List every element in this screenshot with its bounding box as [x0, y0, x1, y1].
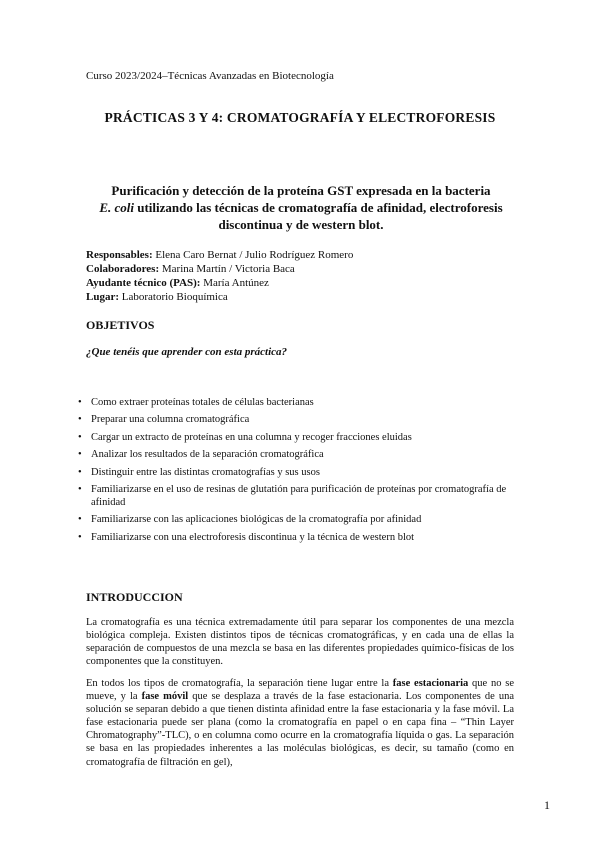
- p2-text-b: que no se mueve, y la: [86, 678, 514, 703]
- staff-info: [86, 248, 353, 304]
- subtitle-line2: utilizando las técnicas de cromatografía de afinidad, electroforesis discontinua y de western blot.: [134, 200, 503, 232]
- objetivos-question: ¿Que tenéis que aprender con esta práctica?: [86, 346, 288, 358]
- objectives-list: [78, 396, 518, 548]
- subtitle-line1: Purificación y detección de la proteína GST expresada en la bacteria: [111, 183, 491, 198]
- p2-bold-fase-movil: fase móvil: [141, 691, 189, 703]
- practice-subtitle: [86, 182, 516, 233]
- colaboradores-row: [86, 262, 353, 276]
- responsables-row: [86, 248, 353, 262]
- objective-item: • Cargar un extracto de proteínas en una columna y recoger fracciones eluidas: [78, 431, 518, 444]
- p2-bold-fase-estacionaria: fase estacionaria: [392, 678, 469, 689]
- page-number: 1: [544, 798, 550, 812]
- document-title: PRÁCTICAS 3 Y 4: CROMATOGRAFÍA Y ELECTROFORESIS: [104, 110, 496, 125]
- objective-item: • Distinguir entre las distintas cromatografías y sus usos: [78, 466, 518, 479]
- intro-paragraph-2: [86, 677, 514, 769]
- objective-item: • Como extraer proteínas totales de células bacterianas: [78, 396, 518, 409]
- lugar-label: Lugar:: [86, 291, 119, 303]
- objective-item: • Familiarizarse con las aplicaciones biológicas de la cromatografía por afinidad: [78, 513, 518, 526]
- p2-text-c: que se desplaza a través de la fase estacionaria. Los componentes de una solución se separan debido a que tienen distinta afinidad entre la fase estacionaria y la fase móvil. La fase estacionaria puede ser plana (como la cromatografía en papel o en capa fina – “Thin Layer Chromatography”-TLC), o en columna como ocurre en la cromatografía líquida o gas. La separación se basa en las propiedades inherentes a las moléculas biológicas, es decir, su tamaño (como en cromatografía de filtración en gel),: [86, 691, 514, 768]
- ayudante-value: María Antúnez: [203, 277, 269, 289]
- ayudante-label: Ayudante técnico (PAS):: [86, 277, 201, 289]
- objective-item: • Preparar una columna cromatográfica: [78, 413, 518, 426]
- introduccion-heading: INTRODUCCION: [86, 590, 183, 604]
- colaboradores-value: Marina Martín / Victoria Baca: [161, 263, 295, 275]
- p2-text-a: En todos los tipos de cromatografía, la separación tiene lugar entre la: [86, 678, 393, 689]
- responsables-value: Elena Caro Bernat / Julio Rodríguez Romero: [155, 249, 354, 261]
- colaboradores-label: Colaboradores:: [86, 263, 160, 275]
- objective-item: • Familiarizarse con una electroforesis discontinua y la técnica de western blot: [78, 531, 518, 544]
- lugar-row: [86, 290, 353, 304]
- intro-paragraph-1: La cromatografía es una técnica extremadamente útil para separar los componentes de una mezcla biológica compleja. Existen distintos tipos de técnicas cromatográficas, y en cada una de ellas la separación de compuestos de una mezcla se basa en las diferentes propiedades químico-físicas de los componentes que la constituyen.: [86, 617, 514, 668]
- subtitle-organism: E. coli: [99, 200, 134, 215]
- objective-item: • Familiarizarse en el uso de resinas de glutatión para purificación de proteínas por cromatografía de afinidad: [78, 483, 518, 509]
- objective-item: • Analizar los resultados de la separación cromatográfica: [78, 448, 518, 461]
- responsables-label: Responsables:: [86, 249, 153, 261]
- course-header: Curso 2023/2024–Técnicas Avanzadas en Biotecnología: [86, 70, 334, 82]
- lugar-value: Laboratorio Bioquímica: [121, 291, 228, 303]
- objetivos-heading: OBJETIVOS: [86, 318, 155, 332]
- ayudante-row: [86, 276, 353, 290]
